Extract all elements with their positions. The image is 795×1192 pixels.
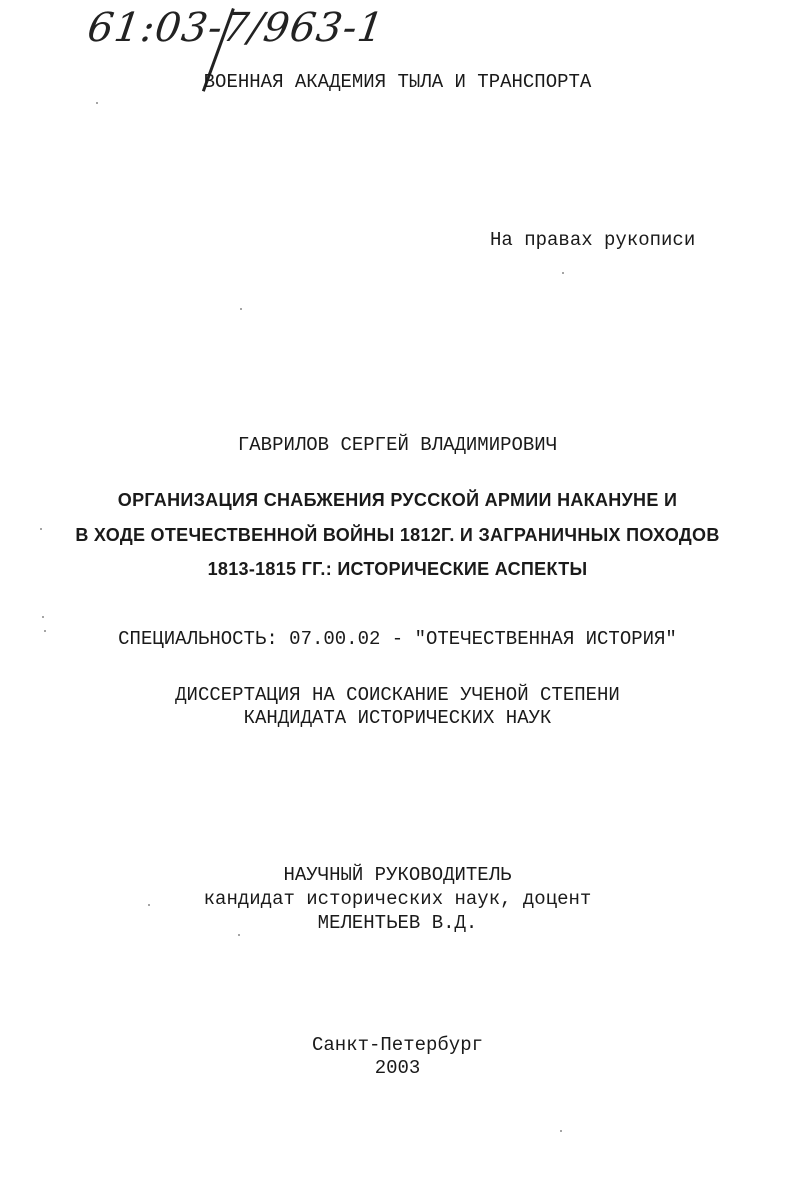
manuscript-note: На правах рукописи [490,229,696,251]
scan-speck [238,934,240,936]
scan-speck [148,904,150,906]
city-name: Санкт-Петербург [311,1034,484,1056]
author-name: ГАВРИЛОВ СЕРГЕЙ ВЛАДИМИРОВИЧ [237,434,558,456]
scan-speck [240,308,242,310]
year: 2003 [374,1057,421,1079]
supervisor-heading: НАУЧНЫЙ РУКОВОДИТЕЛЬ [283,864,512,886]
title-line-3: 1813-1815 ГГ.: ИСТОРИЧЕСКИЕ АСПЕКТЫ [207,559,588,579]
supervisor-degree: кандидат исторических наук, доцент [203,888,592,910]
dissertation-line-2: КАНДИДАТА ИСТОРИЧЕСКИХ НАУК [243,707,552,729]
specialty-line: СПЕЦИАЛЬНОСТЬ: 07.00.02 - "ОТЕЧЕСТВЕННАЯ ИСТОРИЯ" [118,628,677,650]
scan-speck [44,630,46,632]
scan-speck [96,102,98,104]
title-line-1: ОРГАНИЗАЦИЯ СНАБЖЕНИЯ РУССКОЙ АРМИИ НАКАНУНЕ И [117,490,678,510]
scan-speck [40,528,42,530]
scan-speck [560,1130,562,1132]
dissertation-line-1: ДИССЕРТАЦИЯ НА СОИСКАНИЕ УЧЕНОЙ СТЕПЕНИ [175,684,620,706]
supervisor-name: МЕЛЕНТЬЕВ В.Д. [317,912,478,934]
institution-name: ВОЕННАЯ АКАДЕМИЯ ТЫЛА И ТРАНСПОРТА [203,71,592,93]
title-line-2: В ХОДЕ ОТЕЧЕСТВЕННОЙ ВОЙНЫ 1812Г. И ЗАГРАНИЧНЫХ ПОХОДОВ [75,525,720,545]
archive-code-handwritten: 61:03-7/963-1 [84,5,388,51]
scan-speck [562,272,564,274]
scan-speck [42,616,44,618]
